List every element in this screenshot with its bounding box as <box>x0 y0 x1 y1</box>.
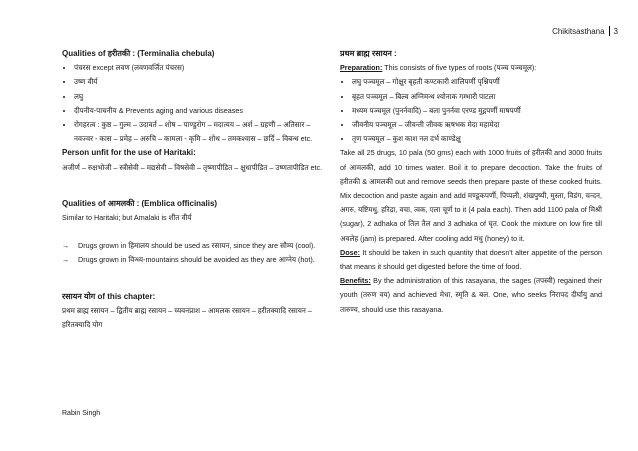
benefits-label: Benefits: <box>340 276 371 286</box>
brahma-rasayana-heading: प्रथम ब्राह्म रसायन : <box>340 49 397 58</box>
arrow-item <box>62 239 324 253</box>
dose-paragraph <box>340 246 602 274</box>
list-item: • तृण पञ्चमूल – कुश काश नल दर्भ काण्डेक्षु <box>352 132 602 146</box>
page-footer <box>62 410 100 417</box>
benefits-paragraph <box>340 274 602 317</box>
left-column <box>62 47 324 332</box>
yoga-heading: रसायन योग of this chapter: <box>62 291 156 301</box>
preparation-intro-text: This consists of five types of roots (पञ्च पञ्चमूल): <box>382 63 537 73</box>
yoga-text: प्रथम ब्राह्म रसायन – द्वितीय ब्राह्म रसायन – च्यवनप्राश – आमलक रसायन – हरीतक्यादि रसायन – हरितक्यादि योग <box>62 305 312 330</box>
haritaki-heading: Qualities of हरीतकी : (Terminalia chebula) <box>62 49 215 58</box>
amalaki-heading: Qualities of आमलकी : (Emblica officinalis) <box>62 198 218 208</box>
arrow-item-text: Drugs grown in हिमालय should be used as रसायन, since they are सौम्य (cool). <box>78 241 316 251</box>
arrow-item-text: Drugs grown in विन्ध्य-mountains should be avoided as they are आग्नेय (hot). <box>78 255 315 265</box>
list-item: • जीवनीय पञ्चमूल – जीवन्ती जीवक ऋषभक मेदा महामेदा <box>352 118 602 132</box>
arrow-icon: → <box>62 241 70 251</box>
arrow-icon: → <box>62 255 70 265</box>
arrow-item <box>62 253 324 267</box>
list-item: • लघु <box>74 90 324 104</box>
benefits-text: By the administration of this rasayana, the sages (तपस्वी) regained their youth (तरुण वय) and achieved मेधा, स्मृति & बल. One, who seeks निरापद दीर्घायु and तारुण्य, should use this rasayana. <box>340 276 602 314</box>
page-number: 3 <box>613 26 618 36</box>
dose-label: Dose: <box>340 247 360 257</box>
list-item: • मध्यम पञ्चमूल (पुनर्नवादि) – बला पुनर्नवा एरण्ड मुद्गपर्णी माषपर्णी <box>352 104 602 118</box>
list-item: • रोगहरत्व : कुष्ठ – गुल्म – उदावर्त – शोष – पाण्डुरोग – मदात्यय – अर्श – ग्रहणी – अतिसार – नवज्वर - कास – प्रमेह – अरुचि – कामला - कृमि – शोथ – तमकश्वास – छर्दि – विबन्ध etc. <box>74 118 324 146</box>
list-item: • दीपनीय-पाचनीय & Prevents aging and various diseases <box>74 104 324 118</box>
preparation-paragraph: Take all 25 drugs, 10 pala (50 gms) each with 1000 fruits of हरीतकी and 3000 fruits of आमलकी, add 10 times water. Boil it to prepare decoction. Take the fruits of हरीतकी & आमलकी out and remove seeds then prepare paste of these cooked fruits. Mix decoction and paste again and add मण्डूकपर्णी, पिप्पली, शंखपुष्पी, मुस्ता, विडंग, चन्दन, अगरु, यष्टिमधु, हरिद्रा, वचा, त्वक, एला चूर्ण to it (4 pala each). Then add 1100 pala of मिश्री (sugar), 2 adhaka of तिल तैल and 3 adhaka of घृत. Cook the mixture on low fire till अवलेह (jam) is prepared. After cooling add मधु (honey) to it. <box>340 148 602 243</box>
haritaki-qualities-list <box>62 61 324 146</box>
list-item: • पंचरस except लवण (लवणवर्जित पंचरस) <box>74 61 324 75</box>
list-item: • लघु पञ्चमूल – गोक्षुर बृहती कण्टकारी शालिपर्णी पृश्निपर्णी <box>352 75 602 89</box>
list-item: • उष्ण वीर्य <box>74 75 324 89</box>
roots-list <box>340 75 602 146</box>
page-header <box>552 26 618 36</box>
preparation-intro <box>340 61 602 75</box>
right-column <box>340 47 602 317</box>
unfit-heading: Person unfit for the use of Haritaki: <box>62 148 196 158</box>
unfit-text: अजीर्ण – रुक्षभोजी – स्त्रीसेवी – मद्यसेवी – विषसेवी – तृष्णापीडित – क्षुधापीडित – उष्णतापीडित etc. <box>62 162 323 172</box>
header-title: Chikitsasthana <box>552 26 605 36</box>
author-name: Rabin Singh <box>62 410 101 417</box>
dose-text: It should be taken in such quantity that doesn't alter appetite of the person that means it should get digested before the time of food. <box>340 247 602 272</box>
amalaki-text: Similar to Haritaki; but Amalaki is शीत वीर्य <box>62 213 192 223</box>
preparation-label: Preparation: <box>340 63 383 73</box>
header-divider <box>609 26 610 36</box>
list-item: • बृहत पञ्चमूल – बिल्व अग्निमन्थ श्योनाक गम्भारी पाटला <box>352 90 602 104</box>
